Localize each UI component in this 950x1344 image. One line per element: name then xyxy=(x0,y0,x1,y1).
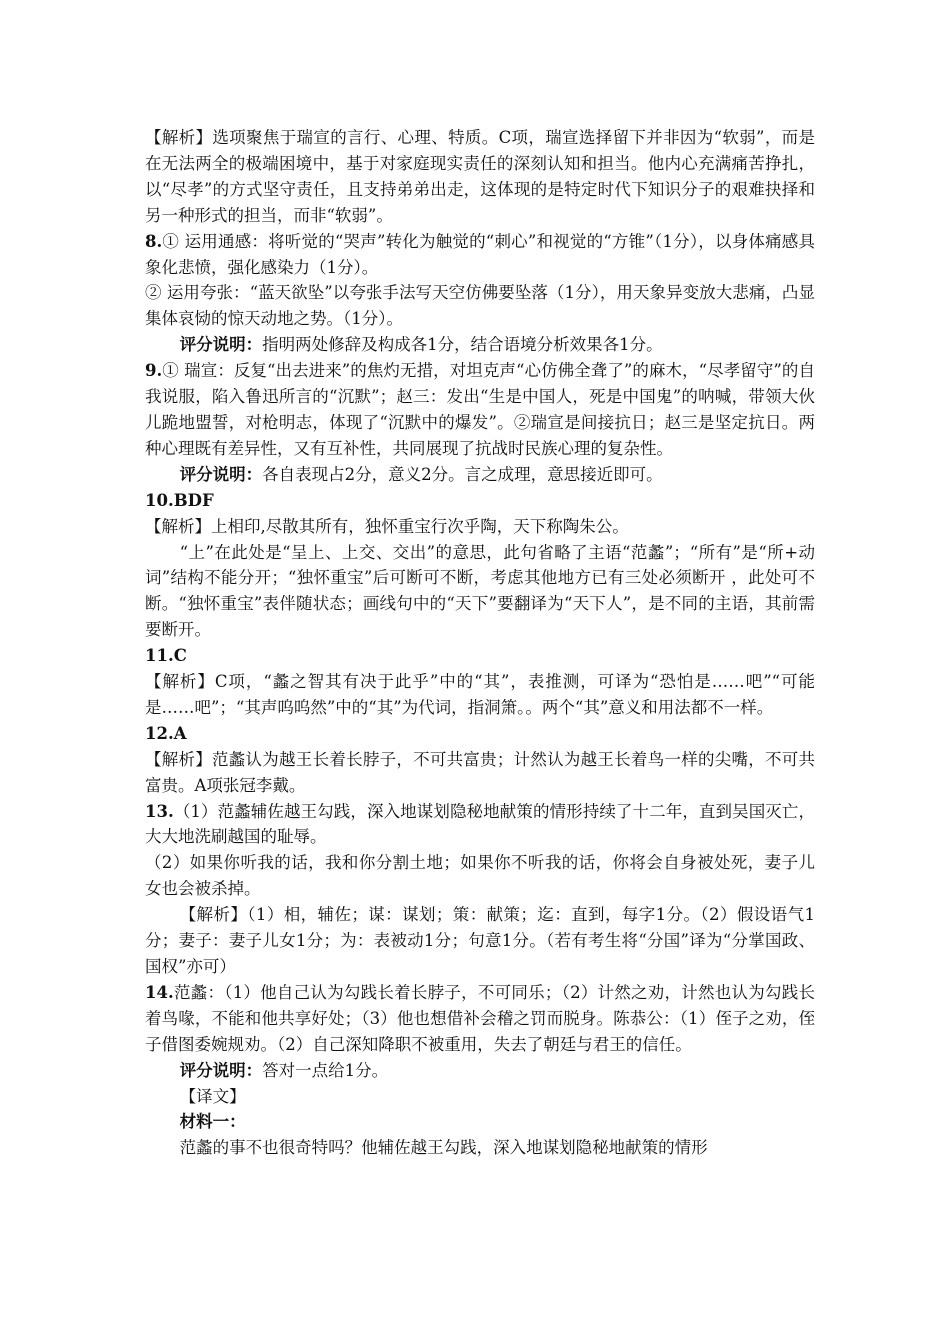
q8-text-a: ① 运用通感：将听觉的“哭声”转化为触觉的“刺心”和视觉的“方锥”（1分），以身体痛感具象化悲愤，强化感染力（1分）。 xyxy=(145,231,815,277)
q8-answer-a xyxy=(145,229,815,281)
q11-analysis: 【解析】C项，“蠡之智其有决于此乎”中的“其”，表推测，可译为“恐怕是……吧”“可能是……吧”；“其声呜呜然”中的“其”为代词，指洞箫。。两个“其”意义和用法都不一样。 xyxy=(145,672,815,717)
q14-text: 范蠡：（1）他自己认为勾践长着长脖子，不可同乐；（2）计然之劝，计然也认为勾践长着鸟喙，不能和他共享好处；（3）他也想借补会稽之罚而脱身。陈恭公：（1）侄子之劝，侄子借图委婉规劝。（2）自己深知降职不被重用，失去了朝廷与君王的信任。 xyxy=(145,982,815,1054)
q8-number: 8. xyxy=(145,231,163,251)
q8-answer-b: ② 运用夸张：“蓝天欲坠”以夸张手法写天空仿佛要坠落（1分），用天象异变放大悲痛，凸显集体哀恸的惊天动地之势。（1分）。 xyxy=(145,283,815,329)
q13-answer-b: （2）如果你听我的话，我和你分割土地；如果你不听我的话，你将会自身被处死，妻子儿女也会被杀掉。 xyxy=(145,853,815,899)
q14-scoring-label: 评分说明： xyxy=(179,1060,263,1080)
q8-scoring-label: 评分说明： xyxy=(179,335,263,355)
q14-answer xyxy=(145,980,815,1058)
translation-text: 范蠡的事不也很奇特吗？他辅佐越王勾践，深入地谋划隐秘地献策的情形 xyxy=(179,1138,708,1158)
q8-scoring xyxy=(145,332,815,358)
translation-heading: 【译文】 xyxy=(179,1086,246,1106)
q12-answer: 12.A xyxy=(145,723,187,743)
q14-number: 14. xyxy=(145,982,174,1002)
q13-answer-a xyxy=(145,799,815,851)
q10-analysis: 【解析】上相印,尽散其所有，独怀重宝行次乎陶，天下称陶朱公。 xyxy=(145,516,629,536)
q14-scoring xyxy=(145,1058,815,1084)
q9-scoring-label: 评分说明： xyxy=(179,464,263,484)
q7-analysis: 【解析】选项聚焦于瑞宣的言行、心理、特质。C项，瑞宣选择留下并非因为“软弱”，而是在无法两全的极端困境中，基于对家庭现实责任的深刻认知和担当。他内心充满痛苦挣扎，以“尽孝”的方式坚守责任，且支持弟弟出走，这体现的是特定时代下知识分子的艰难抉择和另一种形式的担当，而非“软弱”。 xyxy=(145,128,815,225)
q8-scoring-text: 指明两处修辞及构成各1分，结合语境分析效果各1分。 xyxy=(262,335,663,355)
q10-answer: 10.BDF xyxy=(145,490,214,510)
q9-scoring xyxy=(145,462,815,488)
q10-detail: “上”在此处是“呈上、上交、交出”的意思，此句省略了主语“范蠡”；“所有”是“所+动词”结构不能分开；“独怀重宝”后可断可不断，考虑其他地方已有三处必须断开 ，此处可不断。“独怀重宝”表伴随状态；画线句中的“天下”要翻译为“天下人”，是不同的主语，其前需要断开。 xyxy=(145,542,815,640)
q13-number: 13. xyxy=(145,801,174,821)
q9-answer xyxy=(145,358,815,462)
q9-number: 9. xyxy=(145,361,163,381)
q9-scoring-text: 各自表现占2分，意义2分。言之成理，意思接近即可。 xyxy=(262,464,663,484)
q9-text: ① 瑞宣：反复“出去进来”的焦灼无措，对坦克声“心仿佛全聋了”的麻木，“尽孝留守”的自我说服，陷入鲁迅所言的“沉默”；赵三：发出“生是中国人，死是中国鬼”的呐喊，带领大伙儿跪地盟誓，对枪明志，体现了“沉默中的爆发”。②瑞宣是间接抗日；赵三是坚定抗日。两种心理既有差异性，又有互补性，共同展现了抗战时民族心理的复杂性。 xyxy=(145,361,815,458)
q13-analysis: 【解析】（1）相，辅佐；谋：谋划；策：献策；迄：直到，每字1分。（2）假设语气1分；妻子：妻子儿女1分；为：表被动1分；句意1分。（若有考生将“分国”译为“分掌国政、国权”亦可） xyxy=(145,905,815,976)
q12-analysis: 【解析】范蠡认为越王长着长脖子，不可共富贵；计然认为越王长着鸟一样的尖嘴，不可共富贵。A项张冠李戴。 xyxy=(145,749,815,795)
document-page xyxy=(145,125,815,1161)
q13-text-a: （1）范蠡辅佐越王勾践，深入地谋划隐秘地献策的情形持续了十二年，直到吴国灭亡，大大地洗刷越国的耻辱。 xyxy=(145,801,815,847)
q14-scoring-text: 答对一点给1分。 xyxy=(262,1060,389,1080)
q11-answer: 11.C xyxy=(145,646,187,666)
material-one-heading: 材料一： xyxy=(179,1112,246,1132)
